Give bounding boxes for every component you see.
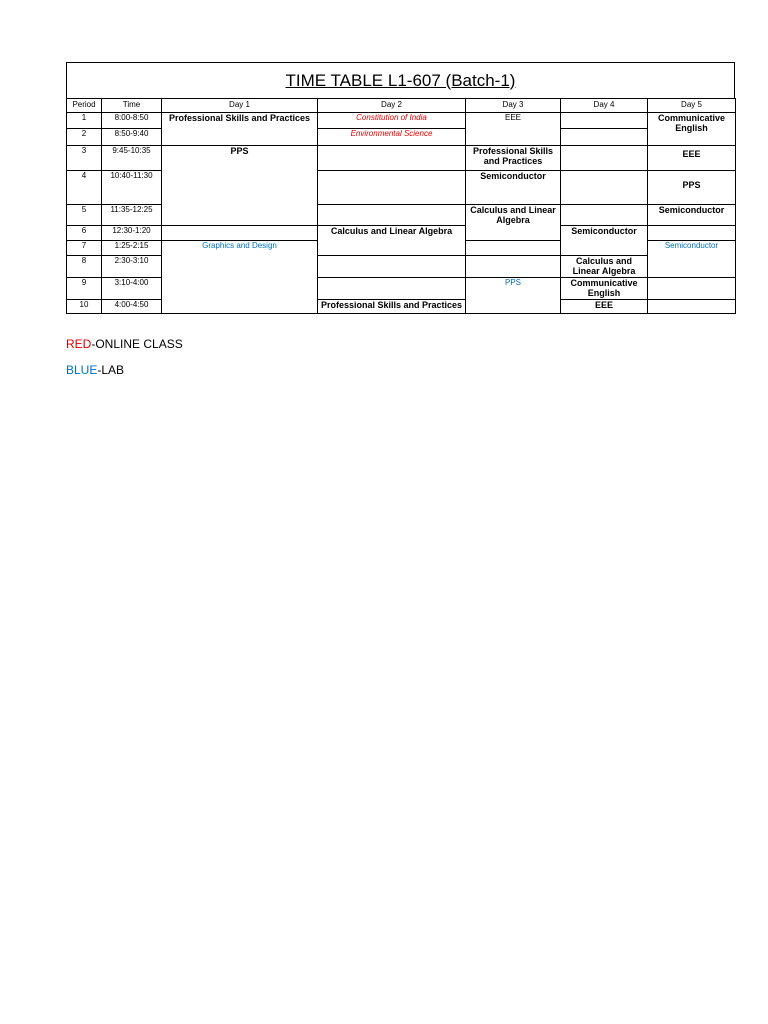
cell-day5-period1: Communicative English: [648, 113, 736, 146]
header-time: Time: [102, 99, 162, 113]
time-cell: 1:25-2:15: [102, 241, 162, 256]
cell-day2-period2: Environmental Science: [318, 129, 466, 146]
cell-day2-period4: [318, 171, 466, 205]
cell-day3-period7: [466, 241, 561, 256]
cell-day4-period2: [561, 129, 648, 146]
cell-day5-period5: Semiconductor: [648, 205, 736, 226]
cell-day5-period9: [648, 278, 736, 300]
header-period: Period: [67, 99, 102, 113]
header-row: [67, 99, 736, 113]
legend-blue-text: -LAB: [97, 363, 125, 377]
cell-day5-period3: EEE: [648, 146, 736, 171]
table-row: [67, 146, 736, 171]
legend-red-word: RED: [66, 337, 92, 351]
cell-day5-period7: Semiconductor: [648, 241, 736, 278]
legend-blue-word: BLUE: [66, 363, 98, 377]
time-cell: 2:30-3:10: [102, 256, 162, 278]
time-cell: 11:35-12:25: [102, 205, 162, 226]
time-cell: 9:45-10:35: [102, 146, 162, 171]
cell-day2-period10: Professional Skills and Practices: [318, 300, 466, 314]
header-day2: Day 2: [318, 99, 466, 113]
cell-day1-period6: [162, 226, 318, 241]
time-cell: 8:00-8:50: [102, 113, 162, 129]
cell-day3-period8: [466, 256, 561, 278]
cell-day2-period8: [318, 256, 466, 278]
cell-day3-period3: Professional Skills and Practices: [466, 146, 561, 171]
time-cell: 4:00-4:50: [102, 300, 162, 314]
table-row: [67, 226, 736, 241]
cell-day4-period4: [561, 171, 648, 205]
time-cell: 8:50-9:40: [102, 129, 162, 146]
table-row: [67, 113, 736, 129]
legend-online: [66, 337, 183, 351]
cell-day5-period6: [648, 226, 736, 241]
cell-day3-period1: EEE: [466, 113, 561, 146]
cell-day2-period9: [318, 278, 466, 300]
cell-day4-period8: Calculus and Linear Algebra: [561, 256, 648, 278]
legend-red-text: -ONLINE CLASS: [91, 337, 183, 351]
period-cell: 9: [67, 278, 102, 300]
cell-day4-period1: [561, 113, 648, 129]
cell-day1-period3: PPS: [162, 146, 318, 226]
cell-day4-period6: Semiconductor: [561, 226, 648, 256]
header-day1: Day 1: [162, 99, 318, 113]
cell-day4-period10: EEE: [561, 300, 648, 314]
cell-day3-period5: Calculus and Linear Algebra: [466, 205, 561, 241]
cell-day3-period4: Semiconductor: [466, 171, 561, 205]
cell-day5-period4: PPS: [648, 171, 736, 205]
period-cell: 3: [67, 146, 102, 171]
page-title: TIME TABLE L1-607 (Batch-1): [285, 70, 516, 90]
cell-day2-period6: Calculus and Linear Algebra: [318, 226, 466, 256]
time-cell: 12:30-1:20: [102, 226, 162, 241]
title-box: [66, 62, 735, 98]
cell-day4-period9: Communicative English: [561, 278, 648, 300]
header-day5: Day 5: [648, 99, 736, 113]
legend-lab: [66, 363, 124, 377]
period-cell: 7: [67, 241, 102, 256]
cell-day1-period1: Professional Skills and Practices: [162, 113, 318, 146]
cell-day4-period3: [561, 146, 648, 171]
cell-day3-period9: PPS: [466, 278, 561, 314]
header-day3: Day 3: [466, 99, 561, 113]
cell-day2-period1: Constitution of India: [318, 113, 466, 129]
timetable: [66, 62, 735, 314]
timetable-grid: [66, 98, 736, 314]
cell-day2-period5: [318, 205, 466, 226]
cell-day2-period3: [318, 146, 466, 171]
period-cell: 4: [67, 171, 102, 205]
period-cell: 8: [67, 256, 102, 278]
period-cell: 10: [67, 300, 102, 314]
period-cell: 1: [67, 113, 102, 129]
period-cell: 5: [67, 205, 102, 226]
header-day4: Day 4: [561, 99, 648, 113]
time-cell: 3:10-4:00: [102, 278, 162, 300]
cell-day4-period5: [561, 205, 648, 226]
time-cell: 10:40-11:30: [102, 171, 162, 205]
period-cell: 6: [67, 226, 102, 241]
cell-day5-period10: [648, 300, 736, 314]
cell-day1-period7: Graphics and Design: [162, 241, 318, 314]
period-cell: 2: [67, 129, 102, 146]
